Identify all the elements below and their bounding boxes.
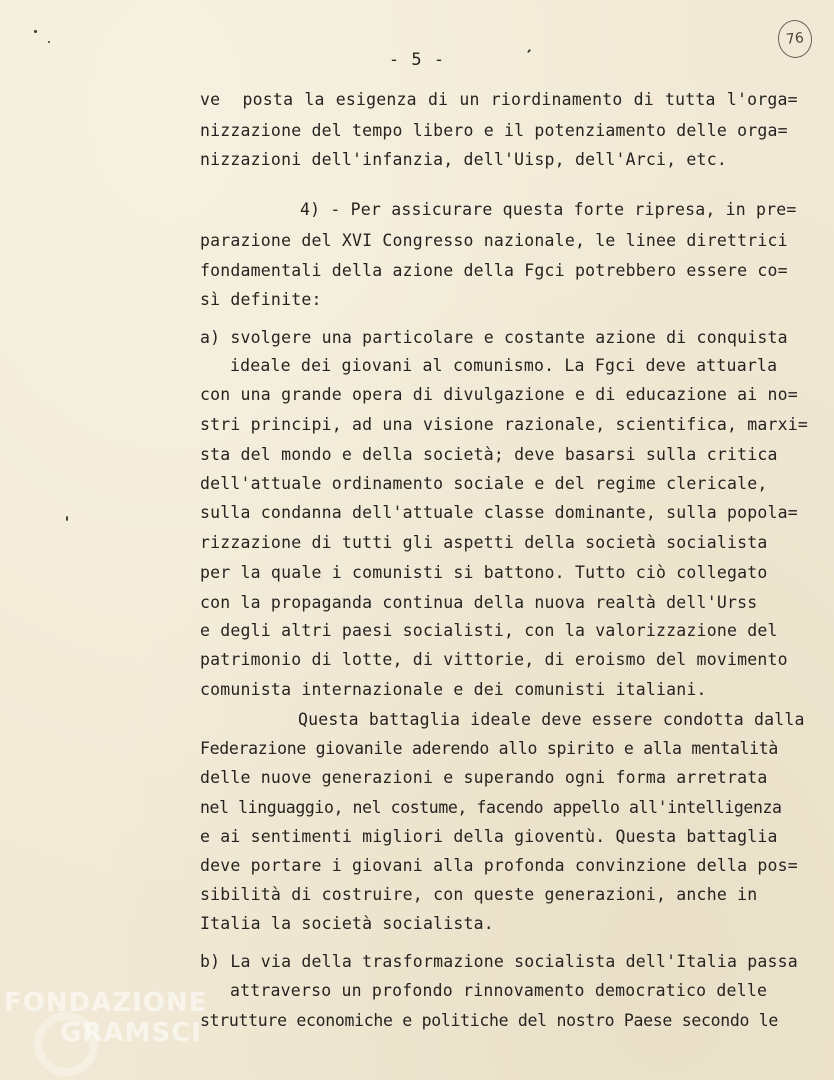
text-line: con una grande opera di divulgazione e di educazione ai no= (200, 385, 798, 404)
text-line: stri principi, ad una visione razionale, scientifica, marxi= (200, 415, 809, 434)
ink-speck (48, 41, 50, 43)
text-line: fondamentali della azione della Fgci potrebbero essere co= (200, 261, 788, 280)
ink-speck (34, 30, 37, 33)
text-line: con la propaganda continua della nuova realtà dell'Urss (200, 593, 758, 612)
text-line: sì definite: (200, 290, 322, 309)
text-line: Questa battaglia ideale deve essere condotta dalla (298, 710, 805, 729)
text-line: Federazione giovanile aderendo allo spirito e alla mentalità (200, 739, 779, 758)
text-line: sibilità di costruire, con queste generazioni, anche in (200, 885, 758, 904)
page-number: - 5 - (388, 50, 446, 70)
text-line: ideale dei giovani al comunismo. La Fgci deve attuarla (230, 356, 778, 375)
text-line: e ai sentimenti migliori della gioventù. Questa battaglia (200, 827, 778, 846)
text-line: e degli altri paesi socialisti, con la valorizzazione del (200, 621, 778, 640)
text-line: sulla condanna dell'attuale classe dominante, sulla popola= (200, 503, 798, 522)
watermark-line-1: FONDAZIONE (4, 988, 208, 1018)
text-line: deve portare i giovani alla profonda convinzione della pos= (200, 856, 798, 875)
ink-speck (66, 516, 68, 521)
text-line: ve posta la esigenza di un riordinamento di tutta l'orga= (200, 90, 798, 109)
text-line: attraverso un profondo rinnovamento democratico delle (230, 981, 768, 1000)
watermark (4, 988, 207, 1048)
text-line: rizzazione di tutti gli aspetti della società socialista (200, 533, 768, 552)
text-line: delle nuove generazioni e superando ogni forma arretrata (200, 768, 768, 787)
text-line: 4) - Per assicurare questa forte ripresa, in pre= (300, 200, 797, 219)
watermark-line-2: GRAMSCI (60, 1018, 202, 1048)
text-line: a) svolgere una particolare e costante azione di conquista (200, 328, 788, 347)
text-line: patrimonio di lotte, di vittorie, di eroismo del movimento (200, 650, 788, 669)
text-line: comunista internazionale e dei comunisti italiani. (200, 680, 707, 699)
text-line: dell'attuale ordinamento sociale e del regime clericale, (200, 474, 768, 493)
text-line: per la quale i comunisti si battono. Tutto ciò collegato (200, 563, 768, 582)
text-line: b) La via della trasformazione socialista dell'Italia passa (200, 952, 798, 971)
text-line: nizzazioni dell'infanzia, dell'Uisp, dell'Arci, etc. (200, 150, 727, 169)
text-line: sta del mondo e della società; deve basarsi sulla critica (200, 445, 778, 464)
text-line: Italia la società socialista. (200, 914, 494, 933)
archive-page-stamp: 76 (776, 18, 814, 59)
text-line: nel linguaggio, nel costume, facendo appello all'intelligenza (200, 798, 782, 817)
text-line: nizzazione del tempo libero e il potenziamento delle orga= (200, 121, 788, 140)
text-line: parazione del XVI Congresso nazionale, le linee direttrici (200, 231, 788, 250)
text-line: strutture economiche e politiche del nostro Paese secondo le (200, 1011, 779, 1030)
